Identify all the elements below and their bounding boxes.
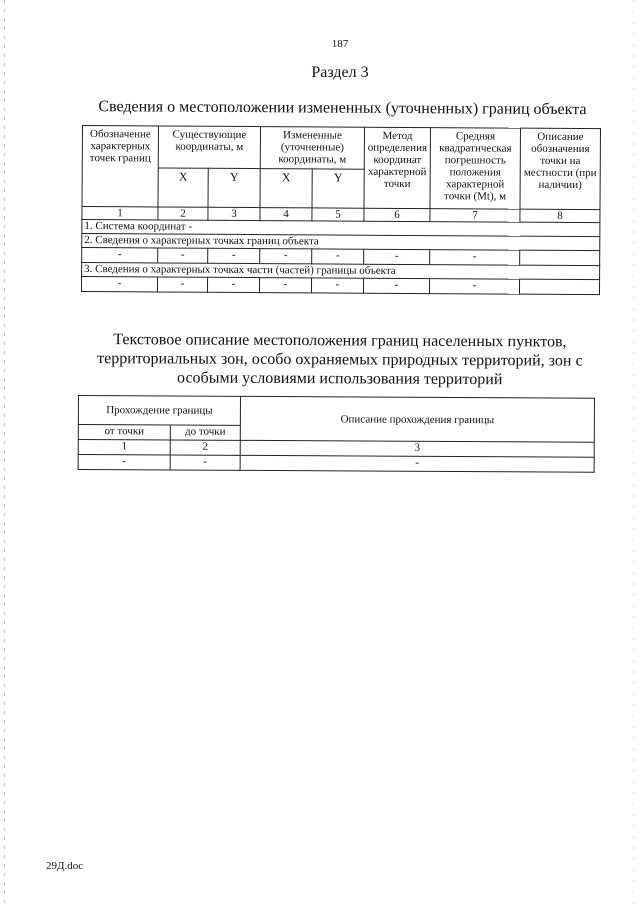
dash-cell: - [157,277,207,292]
col-number: 8 [520,209,600,222]
section-part-points-row: 3. Сведения о характерных точках части (частей) границы объекта [82,263,600,280]
dash-cell: - [364,249,430,264]
col-number: 3 [240,440,594,457]
header-x-changed: X [260,168,312,208]
header-from-point: от точки [78,425,170,440]
col-number: 2 [158,207,208,220]
dash-cell: - [259,278,311,293]
dash-cell: - [363,278,429,293]
dash-cell [520,250,600,265]
header-error: Средняя квадратическая погрешность положения характерной точки (Mt), м [430,128,520,210]
scan-edge-right [633,0,634,905]
header-passage-description: Описание прохождения границы [240,396,594,442]
col-number: 2 [170,440,240,455]
dash-cell: - [78,455,170,470]
header-y-changed: Y [312,168,364,208]
dash-cell: - [81,277,157,292]
header-point-designation: Обозначение характерных точек границ [82,126,158,207]
dash-cell: - [430,250,520,266]
header-changed-coords: Измененные (уточненные) координаты, м [260,127,364,169]
dash-cell: - [260,249,312,264]
heading-text-description: Текстовое описание местоположения границ населенных пунктов, территориальных зон, особо охраняемых природных территорий, зон с особыми условиями использования территорий [97,331,583,389]
header-to-point: до точки [170,425,240,440]
boundaries-table [81,125,601,295]
col-number: 7 [430,209,520,223]
dash-cell: - [208,248,260,263]
footer-filename: 29Д.doc [46,860,84,872]
header-passage: Прохождение границы [78,396,240,426]
page-number: 187 [331,38,349,50]
dash-cell: - [311,278,363,293]
dash-cell [519,279,599,294]
header-description: Описание обозначения точки на местности (при наличии) [520,128,600,209]
col-number: 5 [312,208,364,221]
section-points-row: 2. Сведения о характерных точках границ объекта [82,234,600,251]
header-method: Метод определения координат характерной точки [364,127,430,208]
dash-cell: - [207,277,259,292]
header-y-existing: Y [208,168,260,208]
col-number: 1 [78,440,170,455]
coordinate-system-row: 1. Система координат - [82,220,600,237]
col-number: 4 [260,208,312,221]
header-x-existing: X [158,167,208,207]
passage-table [78,395,595,473]
dash-cell: - [170,455,240,470]
dash-cell: - [429,279,519,295]
header-existing-coords: Существующие координаты, м [158,126,260,168]
section-title: Раздел 3 [311,64,369,81]
col-number: 1 [82,207,158,220]
dash-cell: - [240,455,594,472]
col-number: 6 [364,208,430,221]
scan-edge-left [4,0,5,905]
dash-cell: - [82,248,158,263]
dash-cell: - [158,248,208,263]
dash-cell: - [312,249,364,264]
col-number: 3 [208,207,260,220]
heading-boundaries: Сведения о местоположении измененных (уточненных) границ объекта [98,98,587,119]
